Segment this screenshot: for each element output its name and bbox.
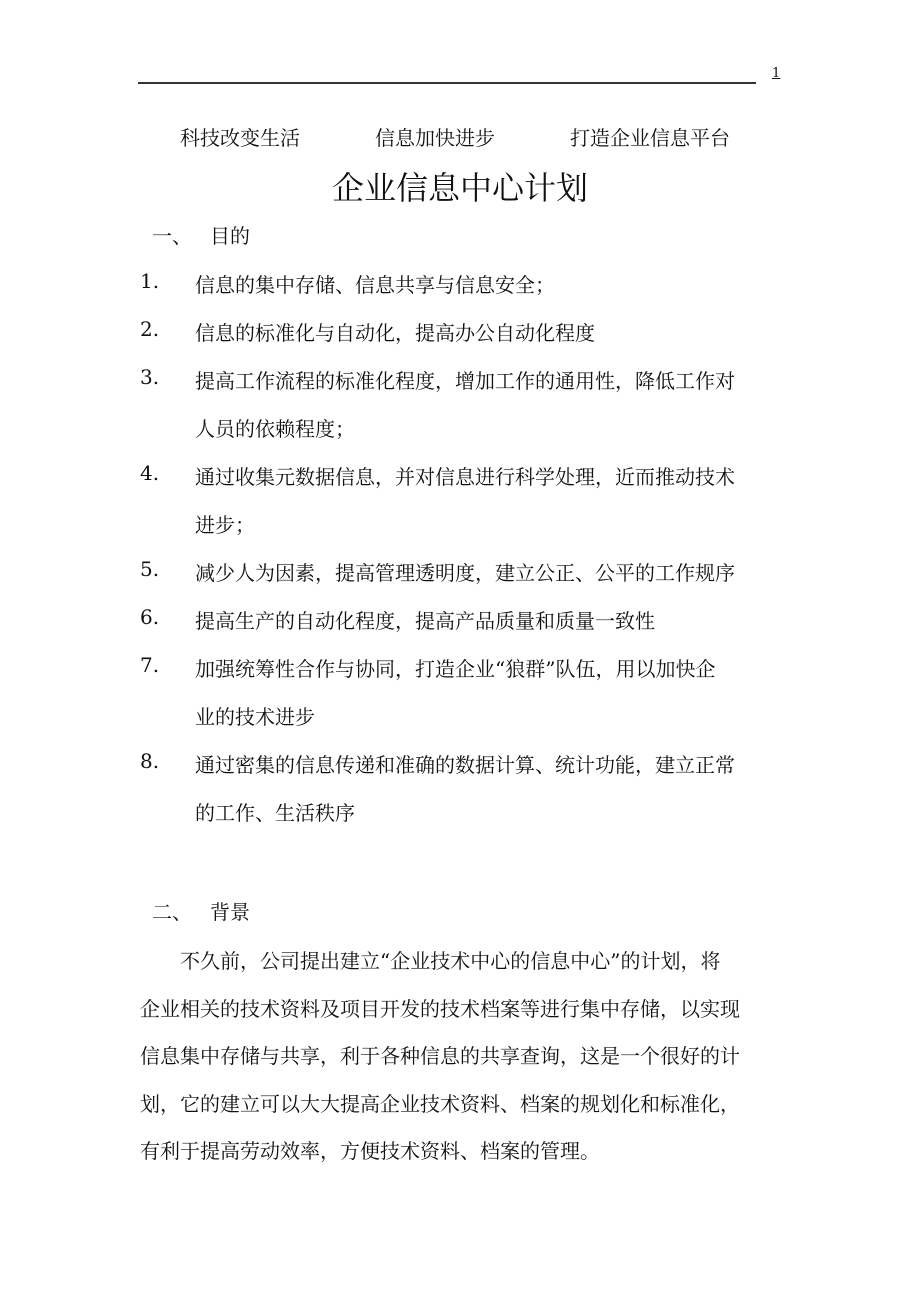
page-number: 1 (772, 66, 781, 81)
list-item-number: 2. (140, 317, 160, 341)
slogan-2: 信息加快进步 (375, 126, 495, 150)
list-item-text: 的工作、生活秩序 (195, 801, 355, 825)
list-item-text: 加强统筹性合作与协同，打造企业“狼群”队伍，用以加快企 (195, 657, 716, 681)
list-item-text: 提高生产的自动化程度，提高产品质量和质量一致性 (195, 609, 655, 633)
list-item-text: 进步； (195, 513, 255, 537)
list-item-number: 6. (140, 605, 160, 629)
paragraph-line: 不久前，公司提出建立“企业技术中心的信息中心”的计划，将 (180, 949, 721, 973)
list-item-text: 信息的集中存储、信息共享与信息安全； (195, 273, 555, 297)
paragraph-line: 企业相关的技术资料及项目开发的技术档案等进行集中存储，以实现 (140, 996, 740, 1021)
slogan-3: 打造企业信息平台 (570, 126, 730, 150)
paragraph-line: 信息集中存储与共享，利于各种信息的共享查询，这是一个很好的计 (140, 1044, 740, 1068)
section-1-label: 一、 (152, 224, 192, 248)
slogan-1: 科技改变生活 (180, 126, 300, 150)
document-title: 企业信息中心计划 (331, 169, 588, 207)
list-item-text: 信息的标准化与自动化，提高办公自动化程度 (195, 321, 595, 345)
list-item-number: 3. (140, 365, 160, 389)
list-item-text: 业的技术进步 (195, 705, 315, 729)
paragraph-line: 划，它的建立可以大大提高企业技术资料、档案的规划化和标准化， (140, 1091, 740, 1116)
list-item-number: 8. (140, 749, 160, 773)
list-item-text: 减少人为因素，提高管理透明度，建立公正、公平的工作规序 (195, 561, 735, 585)
section-2-label: 二、 (152, 900, 192, 924)
section-1-heading: 目的 (210, 224, 250, 248)
list-item-number: 7. (140, 653, 160, 677)
list-item-number: 1. (140, 269, 160, 293)
list-item-text: 提高工作流程的标准化程度，增加工作的通用性，降低工作对 (195, 369, 735, 393)
list-item-number: 5. (140, 557, 160, 581)
list-item-text: 人员的依赖程度； (195, 417, 355, 441)
section-2-heading: 背景 (210, 900, 250, 924)
list-item-number: 4. (140, 461, 160, 485)
list-item-text: 通过密集的信息传递和准确的数据计算、统计功能，建立正常 (195, 753, 735, 777)
paragraph-line: 有利于提高劳动效率，方便技术资料、档案的管理。 (140, 1139, 600, 1163)
header-rule (138, 82, 756, 84)
list-item-text: 通过收集元数据信息，并对信息进行科学处理，近而推动技术 (195, 465, 735, 489)
